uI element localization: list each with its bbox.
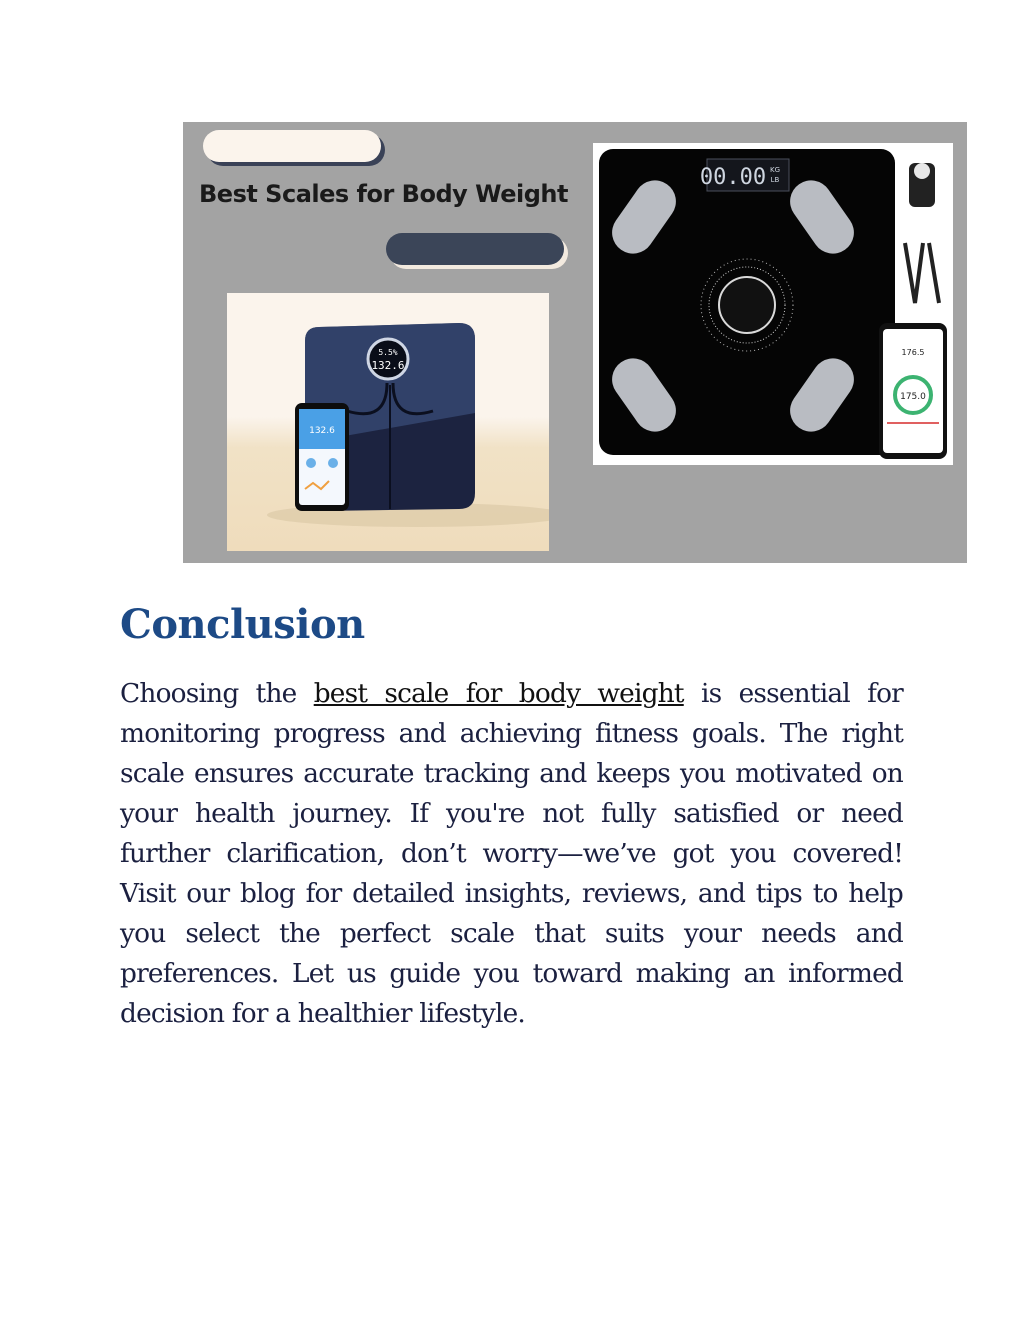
phone-weight-reading: 176.5 [901,348,925,357]
smart-scale-illustration [227,293,549,551]
scale-display-digits: 00.00 [699,165,767,190]
scale-readout-main: 132.6 [371,359,405,372]
body-fat-scale-photo [593,143,953,465]
paragraph-text-end: is essential for monitoring progress and achieving fitness goals. The right scale ensures accurate tracking and keeps you motivated on your health journey. If you're not fully satisfied or need further clarification, don’t worry—we’ve got you covered! Visit our blog for detailed insights, reviews, and tips to help you select the perfect scale that suits your needs and preferences. Let us guide you toward making an informed decision for a healthier lifestyle. [120,678,903,1029]
paragraph-text-start: Choosing the [120,678,314,709]
phone-weight-value: 132.6 [309,426,335,436]
conclusion-section [120,596,903,1034]
smart-scale-photo [227,293,549,551]
body-fat-scale-illustration [593,143,953,465]
phone-milestone-value: 175.0 [900,392,926,402]
conclusion-paragraph [120,674,903,1034]
section-heading: Conclusion [120,601,365,648]
banner-title: Best Scales for Body Weight [199,180,568,208]
decorative-pill-dark [386,233,564,265]
hero-banner-image [183,122,967,563]
scale-display-unit-lb: LB [770,176,780,184]
best-scale-link[interactable]: best scale for body weight [313,678,684,709]
decorative-pill-light [203,130,381,162]
scale-display-unit-kg: KG [769,166,781,174]
scale-readout-top: 5.5% [378,348,398,357]
